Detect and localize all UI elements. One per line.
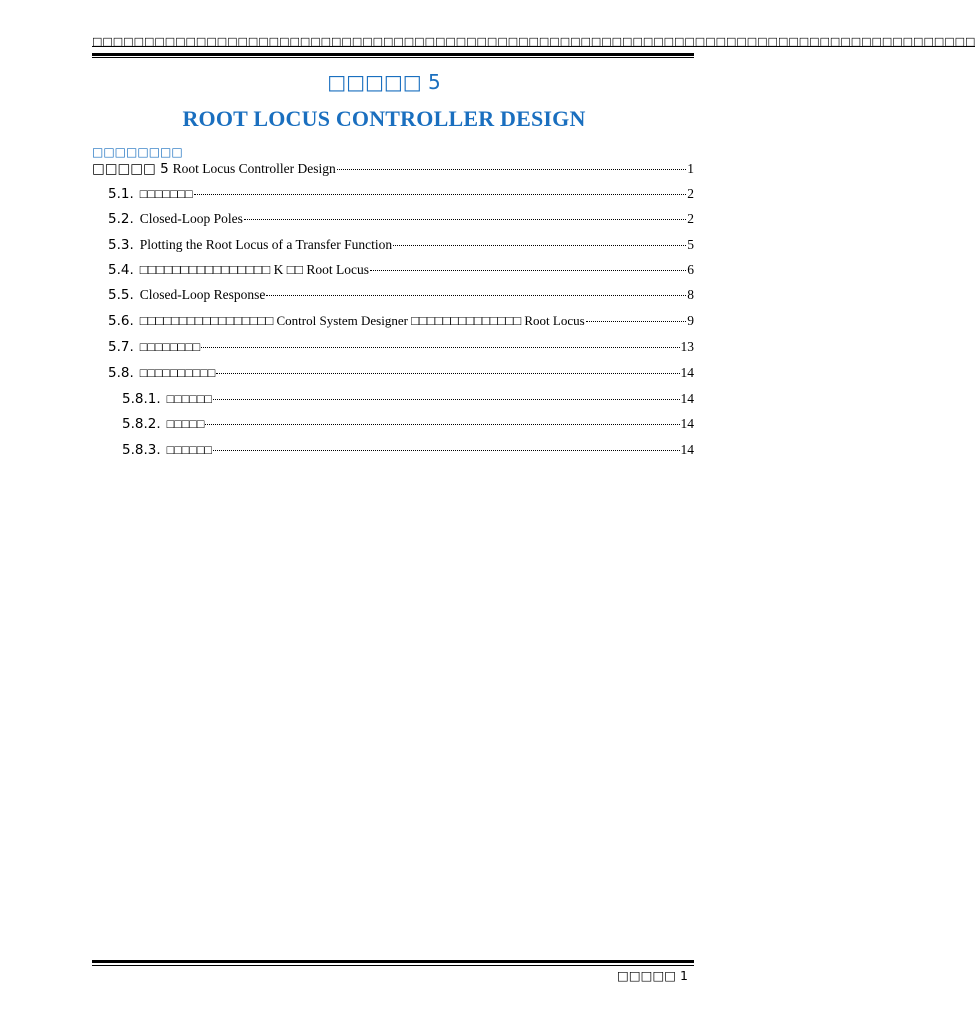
toc-entry-5-8-2[interactable] bbox=[122, 415, 694, 433]
header-right-text: □□□□□□□□□□□□□□□□□□□□□□□□□□□□□□□□□□□□□ bbox=[590, 35, 975, 48]
toc-heading: □□□□□□□□ bbox=[92, 145, 183, 159]
toc-entry-number: 5.2. bbox=[108, 211, 134, 227]
toc-entry-5-2[interactable] bbox=[108, 210, 694, 228]
toc-entry-number: 5.5. bbox=[108, 287, 134, 303]
toc-entry-5-5[interactable] bbox=[108, 286, 694, 304]
toc-entry-title: Plotting the Root Locus of a Transfer Function bbox=[139, 237, 393, 252]
toc-entry-5-1[interactable] bbox=[108, 185, 694, 203]
page-title: ROOT LOCUS CONTROLLER DESIGN bbox=[182, 106, 586, 131]
toc-entry-page: 6 bbox=[687, 262, 694, 277]
toc-entry-5-3[interactable] bbox=[108, 236, 694, 254]
toc-entry-page: 2 bbox=[687, 186, 694, 201]
toc-dot-leader bbox=[586, 321, 687, 322]
toc-entry-page: 1 bbox=[687, 161, 694, 176]
toc-entry-5-7[interactable] bbox=[108, 338, 694, 356]
toc-dot-leader bbox=[337, 169, 686, 170]
toc-entry-5-8-3[interactable] bbox=[122, 441, 694, 459]
toc-entry-page: 14 bbox=[680, 416, 694, 431]
toc-entry-page: 9 bbox=[687, 313, 694, 328]
header-left-text: □□□□□□□□□□□□□□□□□□□□□□□□□□□□□□□□□□□□□□□□□□□□□□□□ bbox=[92, 35, 591, 48]
toc-entry-page: 5 bbox=[687, 237, 694, 252]
footer-rule-thick bbox=[92, 960, 694, 963]
toc-entry-title: Root Locus Controller Design bbox=[172, 161, 336, 176]
footer-page-number bbox=[617, 968, 688, 984]
toc-entry-title: □□□□□□□ bbox=[139, 187, 193, 201]
toc-entry-number: 5.8.2. bbox=[122, 416, 161, 432]
toc-entry-page: 8 bbox=[687, 287, 694, 302]
chapter-label: □□□□□ 5 bbox=[327, 70, 441, 94]
toc-entry-title: □□□□□□ bbox=[166, 443, 212, 457]
toc-entry-5-4[interactable] bbox=[108, 261, 694, 279]
toc-entry-page: 2 bbox=[687, 211, 694, 226]
toc-entry-title: □□□□□□□□ bbox=[139, 340, 201, 354]
running-header bbox=[92, 35, 975, 48]
toc-dot-leader bbox=[213, 399, 680, 400]
toc-entry-title: Closed-Loop Poles bbox=[139, 211, 243, 226]
toc-dot-leader bbox=[393, 245, 686, 246]
toc-entry-title: □□□□□□ bbox=[166, 392, 212, 406]
toc-entry-page: 13 bbox=[680, 339, 694, 354]
toc-entry-5-6[interactable] bbox=[108, 312, 694, 330]
toc-entry-page: 14 bbox=[680, 365, 694, 380]
toc-dot-leader bbox=[216, 373, 679, 374]
toc-entry-title: □□□□□□□□□□□□□□□□ K □□ Root Locus bbox=[139, 262, 370, 277]
toc-entry-number: 5.1. bbox=[108, 186, 134, 202]
toc-dot-leader bbox=[194, 194, 687, 195]
toc-dot-leader bbox=[370, 270, 686, 271]
toc-entry-number: 5.7. bbox=[108, 339, 134, 355]
toc-entry-title: □□□□□ bbox=[166, 417, 205, 431]
toc-dot-leader bbox=[205, 424, 679, 425]
toc-entry-number: 5.3. bbox=[108, 237, 134, 253]
toc-entry-number: 5.8.3. bbox=[122, 442, 161, 458]
header-rule-thick bbox=[92, 53, 694, 56]
toc-entry-5-8-1[interactable] bbox=[122, 390, 694, 408]
footer-rule-thin bbox=[92, 965, 694, 966]
toc-entry-number: 5.8.1. bbox=[122, 391, 161, 407]
toc-entry-title: □□□□□□□□□□□□□□□□□ Control System Designer □□□□□□□□□□□□□□ Root Locus bbox=[139, 313, 585, 328]
toc-entry-5-8[interactable] bbox=[108, 364, 694, 382]
toc-entry-title: Closed-Loop Response bbox=[139, 287, 266, 302]
toc-entry-page: 14 bbox=[680, 391, 694, 406]
toc-entry-number: 5.6. bbox=[108, 313, 134, 329]
toc-dot-leader bbox=[201, 347, 679, 348]
toc-dot-leader bbox=[266, 295, 686, 296]
toc-entry-title: □□□□□□□□□□ bbox=[139, 366, 216, 380]
toc-entry-chapter-5[interactable] bbox=[92, 160, 694, 178]
toc-dot-leader bbox=[244, 219, 686, 220]
toc-entry-page: 14 bbox=[680, 442, 694, 457]
toc-entry-number: 5.8. bbox=[108, 365, 134, 381]
toc-entry-number: □□□□□ 5 bbox=[92, 161, 169, 177]
footer-page-label: □□□□□ 1 bbox=[617, 968, 688, 983]
toc-dot-leader bbox=[213, 450, 680, 451]
header-rule-thin bbox=[92, 57, 694, 58]
toc-entry-number: 5.4. bbox=[108, 262, 134, 278]
